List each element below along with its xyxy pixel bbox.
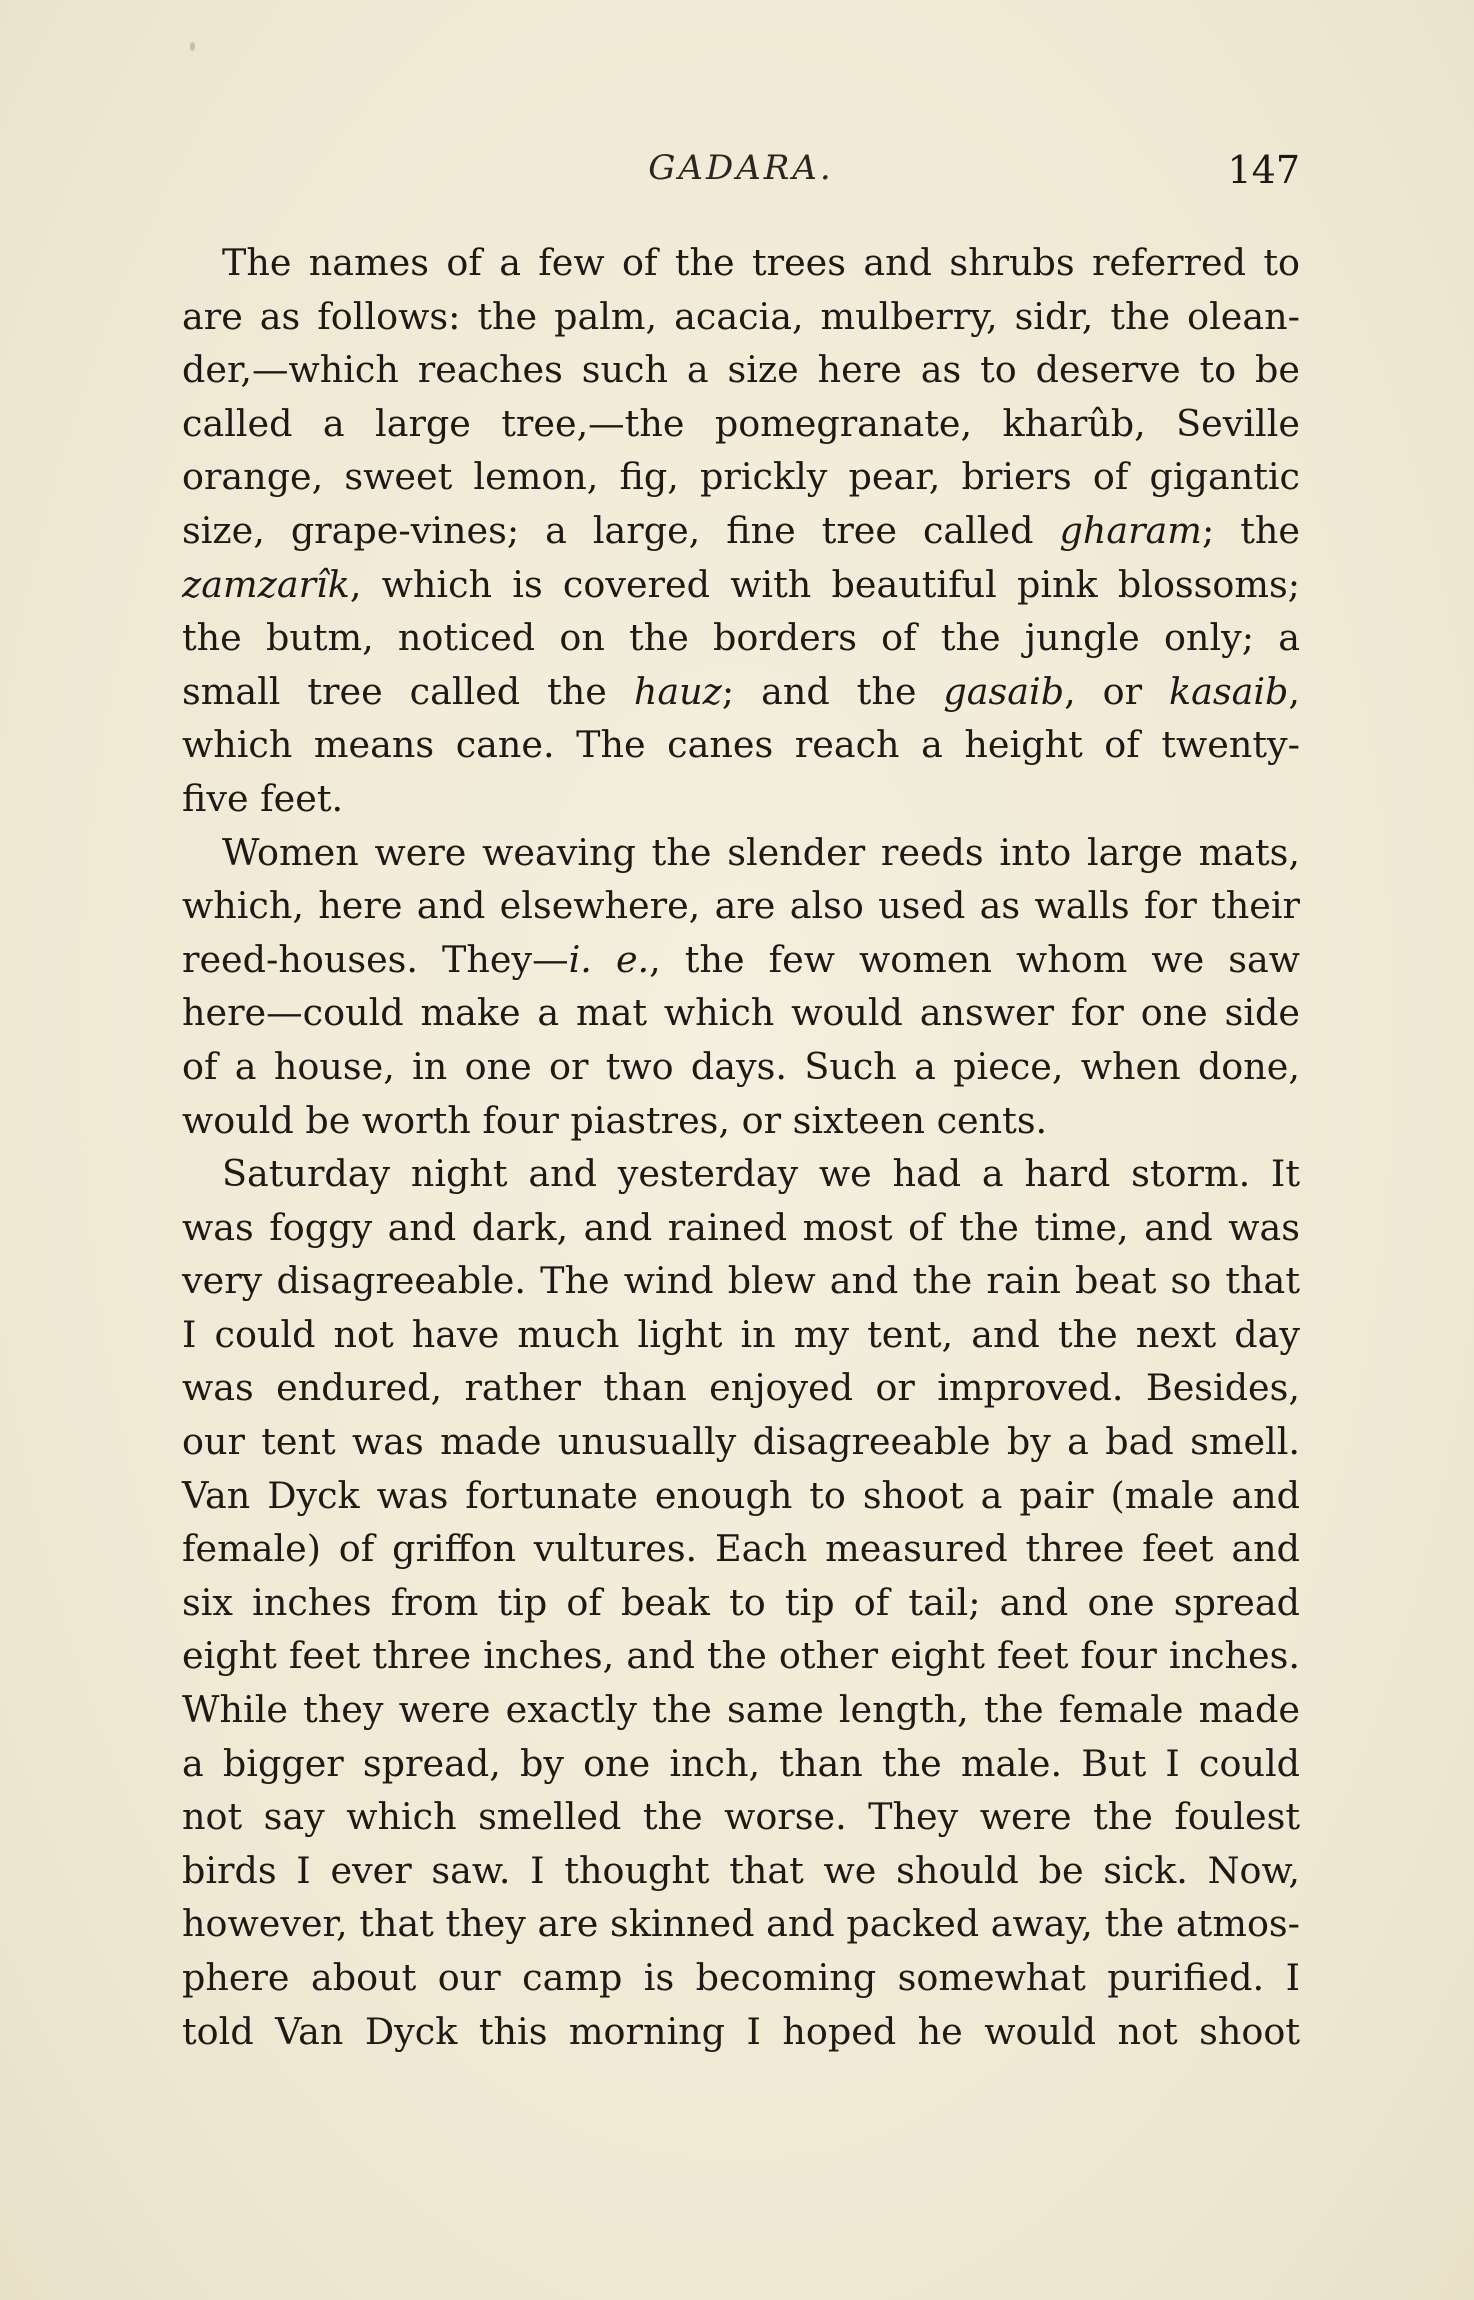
text-line: a bigger spread, by one inch, than the male. But I could <box>182 1741 1300 1785</box>
text-line: phere about our camp is becoming somewhat purified. I <box>182 1956 1300 1999</box>
text-line: which, here and elsewhere, are also used as walls for their <box>182 884 1300 928</box>
text-line: which means cane. The canes reach a height of twenty- <box>182 723 1300 767</box>
text-line: small tree called the hauz; and the gasaib, or kasaib, <box>182 669 1301 713</box>
text-line: Women were weaving the slender reeds into large mats, <box>222 830 1300 874</box>
page-number: 147 <box>1227 148 1300 192</box>
text-line: orange, sweet lemon, fig, prickly pear, briers of gigantic <box>182 455 1300 499</box>
text-line: five feet. <box>182 776 344 820</box>
text-line: birds I ever saw. I thought that we should be sick. Now, <box>182 1848 1300 1892</box>
text-line: six inches from tip of beak to tip of tail; and one spread <box>182 1580 1300 1624</box>
text-line: the butm, noticed on the borders of the jungle only; a <box>182 616 1300 660</box>
text-line: of a house, in one or two days. Such a piece, when done, <box>182 1044 1300 1088</box>
text-line: size, grape-vines; a large, fine tree called gharam; the <box>182 508 1300 552</box>
text-line: told Van Dyck this morning I hoped he would not shoot <box>182 2009 1300 2053</box>
text-line: here—could make a mat which would answer for one side <box>182 991 1300 1035</box>
text-line: however, that they are skinned and packed away, the atmos- <box>182 1902 1300 1946</box>
text-line: called a large tree,—the pomegranate, kharûb, Seville <box>182 401 1300 445</box>
text-line: I could not have much light in my tent, and the next day <box>182 1312 1300 1356</box>
text-line: very disagreeable. The wind blew and the rain beat so that <box>182 1259 1300 1303</box>
text-line: der,—which reaches such a size here as to deserve to be <box>182 348 1300 392</box>
text-line: was endured, rather than enjoyed or improved. Besides, <box>182 1366 1300 1410</box>
text-line: Van Dyck was fortunate enough to shoot a pair (male and <box>182 1473 1300 1517</box>
text-line: zamzarîk, which is covered with beautiful pink blossoms; <box>182 562 1300 606</box>
body-text <box>182 236 1300 2058</box>
text-line: are as follows: the palm, acacia, mulberry, sidr, the olean- <box>182 294 1300 338</box>
text-line: The names of a few of the trees and shrubs referred to <box>222 241 1300 284</box>
text-line: was foggy and dark, and rained most of the time, and was <box>182 1205 1300 1249</box>
text-line: Saturday night and yesterday we had a hard storm. It <box>222 1152 1300 1196</box>
running-head <box>182 148 1300 208</box>
paper-speck <box>190 42 195 51</box>
text-line: not say which smelled the worse. They were the foulest <box>182 1795 1300 1839</box>
chapter-running-title: GADARA. <box>648 148 834 188</box>
text-line: would be worth four piastres, or sixteen cents. <box>182 1098 1048 1142</box>
text-line: our tent was made unusually disagreeable by a bad smell. <box>182 1420 1300 1464</box>
text-line: eight feet three inches, and the other eight feet four inches. <box>182 1634 1300 1678</box>
text-line: female) of griffon vultures. Each measured three feet and <box>182 1527 1300 1571</box>
text-line: reed-houses. They—i. e., the few women whom we saw <box>182 937 1300 981</box>
text-line: While they were exactly the same length, the female made <box>182 1688 1300 1732</box>
